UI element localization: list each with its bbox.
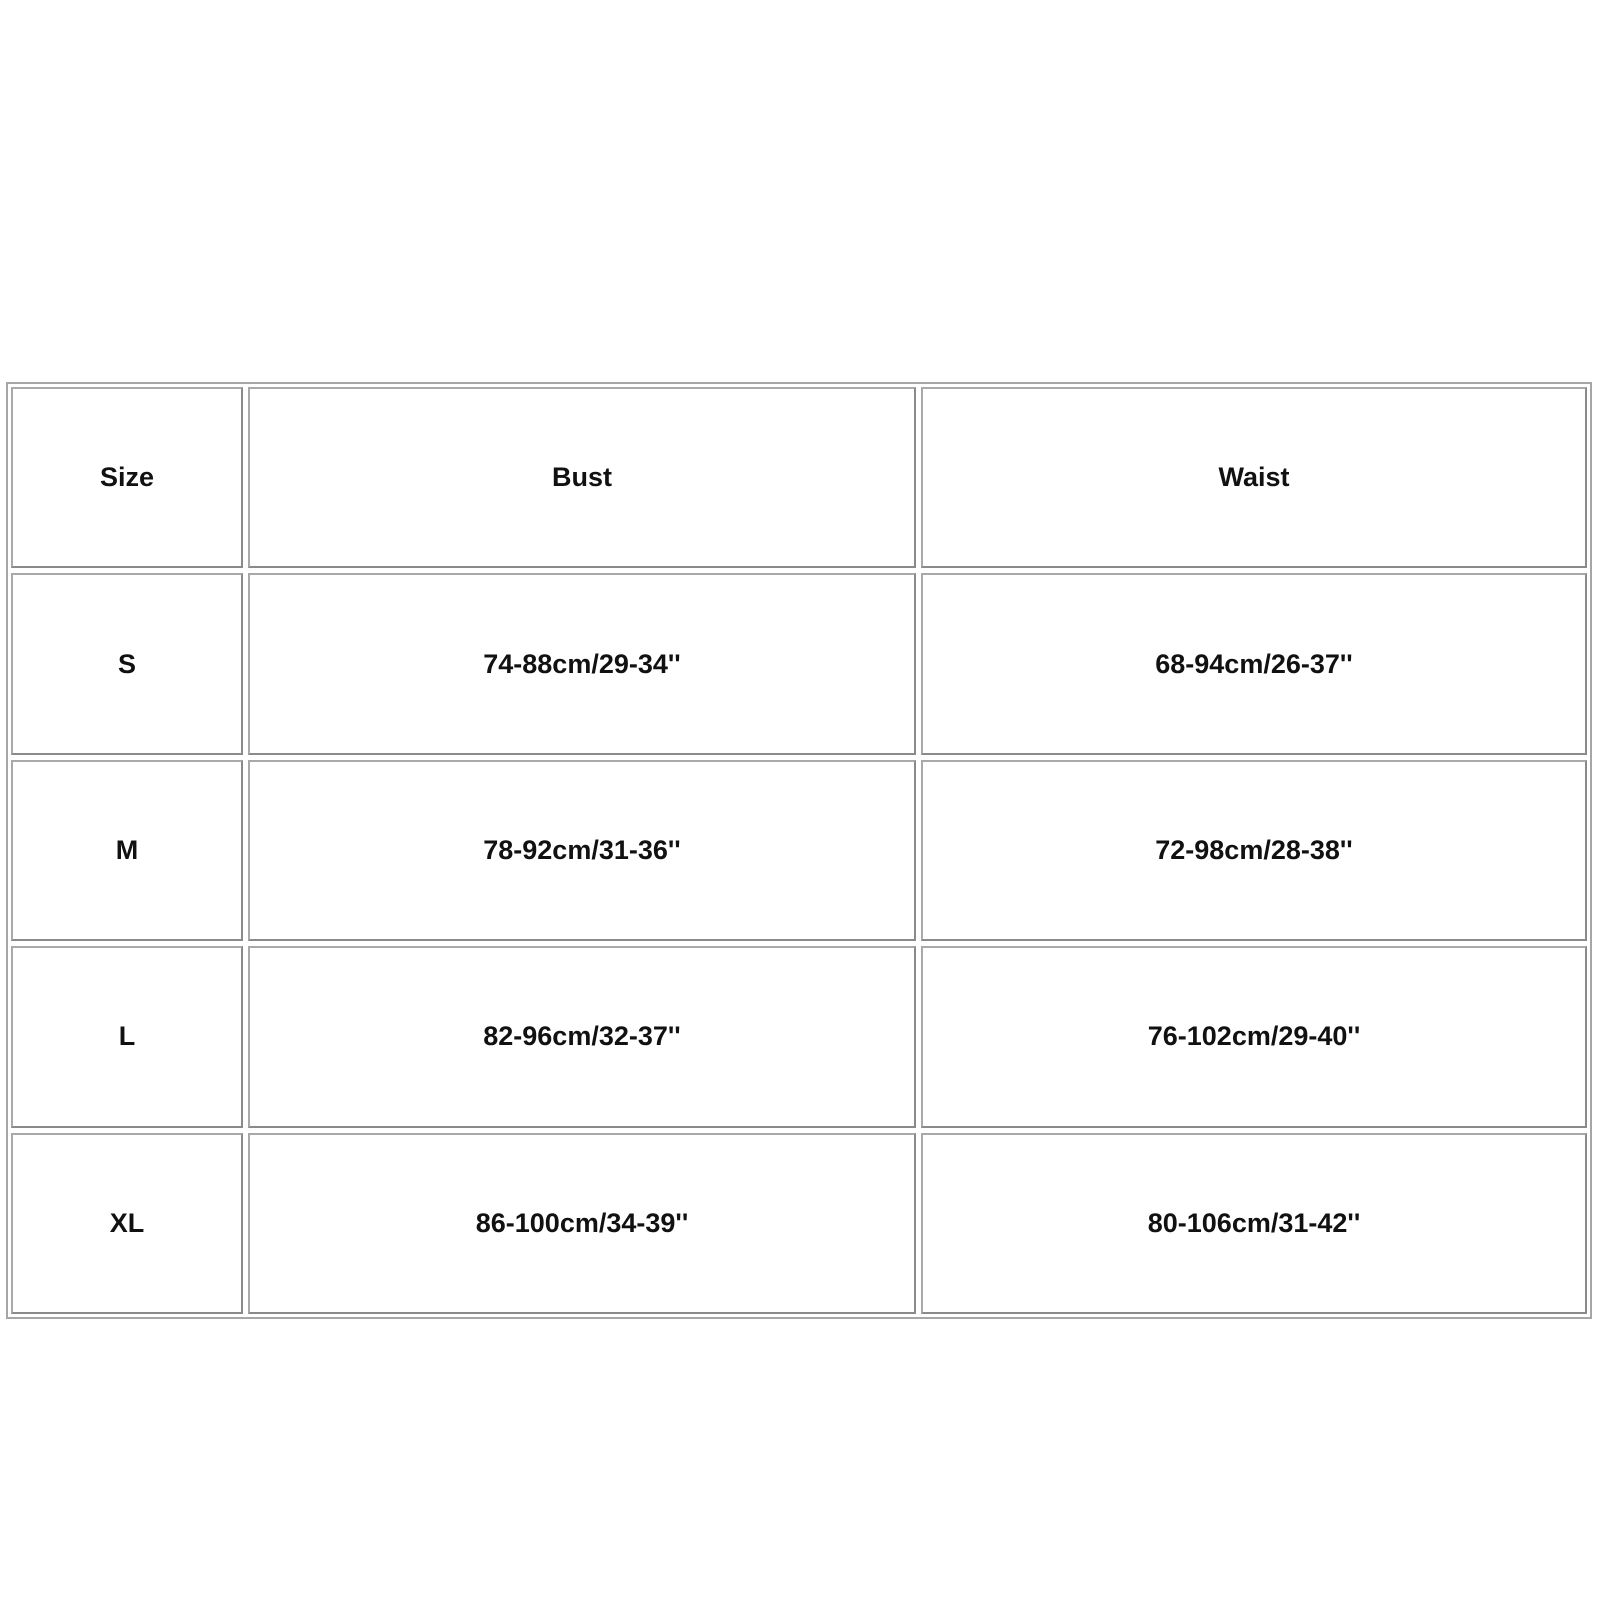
cell-waist: 72-98cm/28-38'' bbox=[921, 760, 1587, 941]
header-size: Size bbox=[11, 387, 243, 568]
cell-size: L bbox=[11, 946, 243, 1127]
cell-waist: 80-106cm/31-42'' bbox=[921, 1133, 1587, 1314]
cell-size: M bbox=[11, 760, 243, 941]
table-header-row bbox=[11, 387, 1587, 568]
table-row bbox=[11, 573, 1587, 754]
size-chart-table bbox=[6, 382, 1592, 1319]
table-row bbox=[11, 760, 1587, 941]
size-chart-table-frame bbox=[6, 382, 1592, 1319]
cell-size: S bbox=[11, 573, 243, 754]
header-bust: Bust bbox=[248, 387, 916, 568]
cell-waist: 76-102cm/29-40'' bbox=[921, 946, 1587, 1127]
cell-bust: 74-88cm/29-34'' bbox=[248, 573, 916, 754]
cell-bust: 86-100cm/34-39'' bbox=[248, 1133, 916, 1314]
table-row bbox=[11, 1133, 1587, 1314]
cell-bust: 82-96cm/32-37'' bbox=[248, 946, 916, 1127]
cell-size: XL bbox=[11, 1133, 243, 1314]
header-waist: Waist bbox=[921, 387, 1587, 568]
cell-bust: 78-92cm/31-36'' bbox=[248, 760, 916, 941]
table-row bbox=[11, 946, 1587, 1127]
cell-waist: 68-94cm/26-37'' bbox=[921, 573, 1587, 754]
